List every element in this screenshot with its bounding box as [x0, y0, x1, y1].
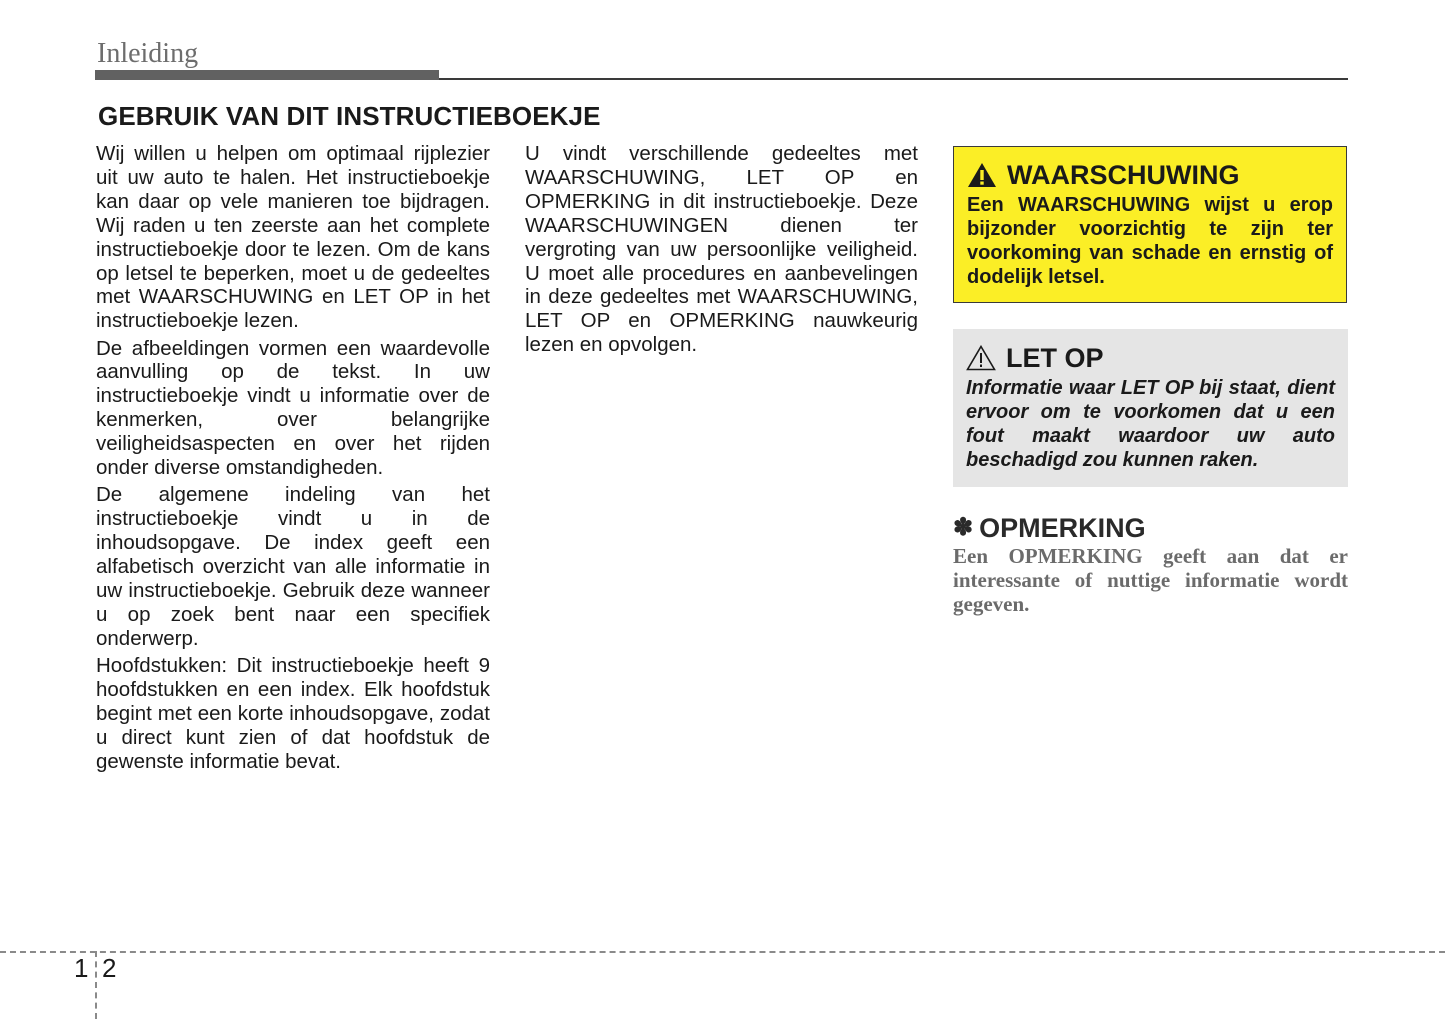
- note-heading: [953, 512, 1348, 544]
- paragraph: De afbeeldingen vormen een waardevolle aanvulling op de tekst. In uw instructieboekje vindt u informatie over de kenmerken, over belangrijke veiligheidsaspecten en over het rijden onder diverse omstandigheden.: [96, 336, 490, 480]
- caution-heading: [966, 342, 1335, 374]
- paragraph: Hoofdstukken: Dit instructieboekje heeft 9 hoofdstukken en een index. Elk hoofdstuk begint met een korte inhoudsopgave, zodat u direct kunt zien of dat hoofdstuk de gewenste informatie bevat.: [96, 653, 490, 773]
- caution-box: [953, 329, 1348, 487]
- text-column-left: [96, 142, 490, 777]
- paragraph: Wij willen u helpen om optimaal rijplezier uit uw auto te halen. Het instructieboekje kan daar op vele manieren toe bijdragen. Wij raden u ten zeerste aan het complete instructieboekje door te lezen. Om de kans op letsel te beperken, moet u de gedeeltes met WAARSCHUWING en LET OP in het instructieboekje lezen.: [96, 142, 490, 333]
- asterisk-icon: ✽: [953, 514, 974, 541]
- footer-dashed-divider: [95, 951, 97, 1019]
- warning-text: Een WAARSCHUWING wijst u erop bijzonder voorzichtig te zijn ter voorkoming van schade en ernstig of dodelijk letsel.: [967, 194, 1333, 288]
- chapter-number: 1: [74, 953, 89, 983]
- footer-dashed-rule: [0, 951, 1445, 953]
- note-title: OPMERKING: [979, 513, 1146, 543]
- caution-title: LET OP: [1006, 343, 1104, 373]
- caution-triangle-icon: [966, 345, 996, 371]
- page-heading: GEBRUIK VAN DIT INSTRUCTIEBOEKJE: [98, 101, 601, 131]
- note-section: [953, 512, 1348, 616]
- warning-heading: [967, 159, 1333, 191]
- warning-triangle-icon: [967, 162, 997, 188]
- page-number: 2: [102, 953, 117, 983]
- warning-title: WAARSCHUWING: [1007, 160, 1240, 190]
- warning-box: [953, 146, 1347, 303]
- paragraph: De algemene indeling van het instructieboekje vindt u in de inhoudsopgave. De index geeft een alfabetisch overzicht van alle informatie in uw instructieboekje. Gebruik deze wanneer u op zoek bent naar een specifiek onderwerp.: [96, 483, 490, 650]
- note-text: Een OPMERKING geeft aan dat er interessante of nuttige informatie wordt gegeven.: [953, 544, 1348, 616]
- section-title: Inleiding: [97, 38, 199, 69]
- caution-text: Informatie waar LET OP bij staat, dient ervoor om te voorkomen dat u een fout maakt waardoor uw auto beschadigd zou kunnen raken.: [966, 377, 1335, 471]
- header-accent-bar: [95, 70, 439, 80]
- paragraph: U vindt verschillende gedeeltes met WAARSCHUWING, LET OP en OPMERKING in dit instructieboekje. Deze WAARSCHUWINGEN dienen ter vergroting van uw persoonlijke veiligheid. U moet alle procedures en aanbevelingen in deze gedeeltes met WAARSCHUWING, LET OP en OPMERKING nauwkeurig lezen en opvolgen.: [525, 142, 918, 357]
- text-column-middle: [525, 142, 918, 360]
